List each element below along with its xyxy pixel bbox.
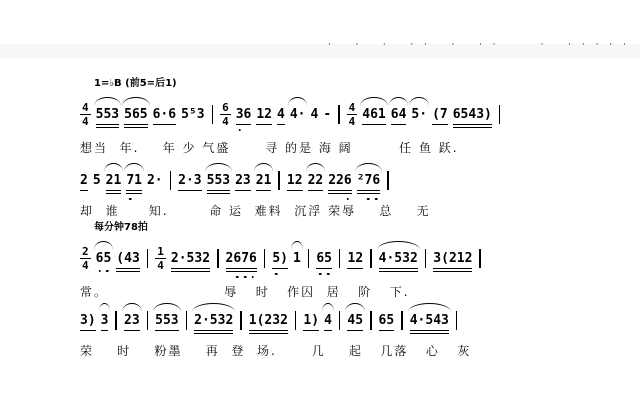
note-char: 2 xyxy=(194,312,202,328)
note-char: 2 xyxy=(80,172,88,188)
note-group xyxy=(323,107,331,122)
barline xyxy=(217,249,219,268)
note-group xyxy=(287,173,303,188)
notes-row xyxy=(80,89,502,137)
note-char: 3 xyxy=(272,312,281,328)
key-signature-label: 1=♭B (前5=后1) xyxy=(94,78,177,89)
note-char: 5 xyxy=(155,312,163,328)
note-char: 4 xyxy=(362,106,371,122)
slur xyxy=(355,163,382,172)
note-group xyxy=(256,107,272,122)
note-char: 4 xyxy=(277,106,285,122)
time-signature: 1 4 xyxy=(157,245,164,272)
note-group xyxy=(207,173,230,188)
note-char: 5 xyxy=(411,106,420,122)
note-char: ) xyxy=(311,312,320,328)
barline xyxy=(115,311,117,330)
note-group xyxy=(124,107,147,122)
note-group xyxy=(181,107,204,122)
note-char: 4 xyxy=(468,106,477,122)
note-char: 2 xyxy=(264,106,272,122)
note-char: 5 xyxy=(186,250,195,266)
note-char: · xyxy=(201,312,210,328)
note-char: 3 xyxy=(235,106,244,122)
note-group xyxy=(347,251,363,266)
note-char: 6 xyxy=(249,250,257,266)
note-group xyxy=(96,107,119,122)
note-group xyxy=(432,107,448,122)
note-char: 6 xyxy=(168,106,177,122)
slur xyxy=(192,303,235,312)
note-char: 6 xyxy=(343,172,352,188)
note-char: 1 xyxy=(456,250,465,266)
note-char: 3 xyxy=(80,312,88,328)
barline xyxy=(401,311,403,330)
note-group xyxy=(410,313,449,328)
note-char: 5 xyxy=(214,172,223,188)
note-char: 3 xyxy=(433,250,442,266)
note-char: 2 xyxy=(336,172,344,188)
note-char: 6 xyxy=(370,106,378,122)
slur xyxy=(104,163,124,172)
note-char: 4 xyxy=(409,312,418,328)
notes-row xyxy=(80,158,431,200)
note-char: ( xyxy=(432,106,440,122)
note-char: ( xyxy=(256,312,265,328)
slur xyxy=(254,163,274,172)
music-system xyxy=(80,298,471,359)
note-char: 5 xyxy=(103,250,112,266)
note-group xyxy=(80,173,88,188)
note-char: 5 xyxy=(206,172,215,188)
note-group xyxy=(303,313,319,328)
note-char: 5 xyxy=(103,106,112,122)
note-group xyxy=(249,313,288,328)
slur xyxy=(153,303,180,312)
note-char: 3 xyxy=(131,250,140,266)
time-signature: 4 4 xyxy=(348,101,356,128)
note-char: 6 xyxy=(131,106,140,122)
slur xyxy=(288,97,308,106)
slur xyxy=(345,303,365,312)
barline xyxy=(499,105,501,124)
note-char: 2 xyxy=(355,250,364,266)
barline xyxy=(308,249,310,268)
note-group xyxy=(116,251,139,266)
note-char: 6 xyxy=(378,312,387,328)
note-group xyxy=(147,173,163,188)
note-char: 3 xyxy=(100,312,109,328)
previous-system-fragment: · · · · · · · · · · · · · · xyxy=(328,40,630,50)
note-char: 2 xyxy=(202,250,211,266)
note-char: 6 xyxy=(390,106,399,122)
note-char: 3 xyxy=(131,312,140,328)
note-char: 1 xyxy=(256,106,265,122)
note-char: 2 xyxy=(225,250,234,266)
note-group xyxy=(126,173,142,188)
music-system xyxy=(80,218,483,300)
note-char: 6 xyxy=(316,250,325,266)
note-char: · xyxy=(297,106,306,122)
lyrics-line: 想当 年. 年 少 气盛 寻 的是 海 阔 任 鱼 跃. xyxy=(80,141,459,155)
note-char: 2 xyxy=(264,312,273,328)
note-char: 2 xyxy=(178,172,186,188)
note-char: 3 xyxy=(476,106,485,122)
note-char: 7 xyxy=(126,172,135,188)
note-char: 6 xyxy=(452,106,461,122)
note-char: · xyxy=(154,172,163,188)
note-group xyxy=(453,107,492,122)
note-char: ) xyxy=(87,312,96,328)
note-char: 2 xyxy=(294,172,303,188)
note-char: - xyxy=(323,106,332,122)
note-char: 2 xyxy=(464,250,473,266)
note-char: · xyxy=(185,172,194,188)
note-group xyxy=(357,173,380,188)
note-group xyxy=(328,173,351,188)
slur xyxy=(122,97,149,106)
barline xyxy=(456,311,458,330)
note-group xyxy=(272,251,288,266)
note-group xyxy=(80,313,96,328)
barline xyxy=(264,249,266,268)
note-char: 2 xyxy=(146,172,155,188)
note-char: 2 xyxy=(280,312,288,328)
note-group xyxy=(293,251,301,266)
barline xyxy=(370,311,372,330)
note-char: 2 xyxy=(235,172,243,188)
note-group xyxy=(277,107,285,122)
note-char: 2 xyxy=(315,172,324,188)
note-char: 1 xyxy=(263,172,272,188)
note-char: 1 xyxy=(134,172,142,188)
slur xyxy=(291,241,303,250)
barline xyxy=(338,105,340,124)
note-char: · xyxy=(386,250,395,266)
notes-row xyxy=(80,233,483,281)
slur xyxy=(377,241,420,250)
note-char: 3 xyxy=(196,106,205,122)
note-char: 2 xyxy=(255,172,264,188)
note-char: 3 xyxy=(194,250,203,266)
note-char: 3 xyxy=(441,312,449,328)
note-group xyxy=(236,107,252,122)
note-char: 4 xyxy=(124,250,132,266)
note-char: 5 xyxy=(209,312,218,328)
note-group xyxy=(324,313,332,328)
time-signature: 2 4 xyxy=(82,245,89,272)
note-char: 3 xyxy=(242,172,251,188)
note-char: 2 xyxy=(225,312,234,328)
note-char: 6 xyxy=(233,250,242,266)
note-char: ( xyxy=(441,250,449,266)
time-signature: 4 4 xyxy=(82,101,89,128)
note-char: 5 xyxy=(124,106,132,122)
note-char: 5 xyxy=(355,312,364,328)
note-group xyxy=(155,313,178,328)
barline xyxy=(170,171,172,190)
note-group xyxy=(379,251,418,266)
note-char: ² xyxy=(356,172,365,188)
notes-row xyxy=(80,298,471,340)
barline xyxy=(425,249,427,268)
note-group xyxy=(256,173,272,188)
note-char: 5 xyxy=(162,312,171,328)
barline xyxy=(278,171,280,190)
note-group xyxy=(171,251,210,266)
barline xyxy=(479,249,481,268)
note-char: 1 xyxy=(113,172,122,188)
slur xyxy=(360,97,387,106)
barline xyxy=(339,249,341,268)
note-char: 5 xyxy=(139,106,148,122)
note-char: 3 xyxy=(217,312,226,328)
note-group xyxy=(93,173,101,188)
note-group xyxy=(178,173,201,188)
note-group xyxy=(290,107,306,122)
note-group xyxy=(235,173,251,188)
note-group xyxy=(411,107,427,122)
note-char: 1 xyxy=(377,106,386,122)
note-char: 4 xyxy=(433,312,442,328)
note-group xyxy=(106,173,122,188)
note-char: 5 xyxy=(92,172,101,188)
note-char: 4 xyxy=(310,106,319,122)
note-group xyxy=(308,173,324,188)
barline xyxy=(186,311,188,330)
note-char: 3 xyxy=(111,106,120,122)
note-char: 4 xyxy=(324,312,332,328)
note-char: ) xyxy=(484,106,492,122)
slur xyxy=(408,303,451,312)
barline xyxy=(387,171,389,190)
note-char: 6 xyxy=(243,106,252,122)
note-char: 2 xyxy=(409,250,418,266)
note-group xyxy=(347,313,363,328)
note-char: 2 xyxy=(123,312,132,328)
note-char: 3 xyxy=(170,312,179,328)
note-group xyxy=(153,107,176,122)
slur xyxy=(99,303,111,312)
note-char: 4 xyxy=(398,106,407,122)
note-char: 1 xyxy=(293,250,301,266)
note-char: 2 xyxy=(307,172,316,188)
note-group xyxy=(194,313,233,328)
note-char: 5 xyxy=(394,250,403,266)
tempo-label: 每分钟78拍 xyxy=(94,222,148,233)
music-system xyxy=(80,158,431,219)
note-char: 4 xyxy=(347,312,356,328)
note-char: 1 xyxy=(303,312,312,328)
slur xyxy=(205,163,232,172)
lyrics-line: 常。 辱 时 作囚 居 阶 下. xyxy=(80,285,410,299)
lyrics-line: 荣 时 粉墨 再 登 场. 几 起 几落 心 灰 xyxy=(80,344,472,358)
note-char: 4 xyxy=(289,106,298,122)
note-char: 2 xyxy=(448,250,457,266)
time-signature: 6 4 xyxy=(222,101,229,128)
note-group xyxy=(226,251,257,266)
slur xyxy=(122,303,142,312)
note-char: · xyxy=(178,250,187,266)
note-group xyxy=(101,313,109,328)
note-char: 2 xyxy=(328,172,337,188)
note-char: 1 xyxy=(286,172,295,188)
note-char: 3 xyxy=(402,250,410,266)
note-char: 5 xyxy=(272,250,281,266)
note-group xyxy=(362,107,385,122)
note-char: 1 xyxy=(248,312,257,328)
note-group xyxy=(391,107,407,122)
lyrics-line: 却 谁 知. 命 运 难料 沉浮 荣辱 总 无 xyxy=(80,204,431,218)
music-system xyxy=(80,74,502,156)
note-group xyxy=(433,251,472,266)
note-char: 4 xyxy=(378,250,387,266)
note-char: 3 xyxy=(222,172,231,188)
note-char: · xyxy=(160,106,169,122)
note-char: 5 xyxy=(425,312,434,328)
slur xyxy=(94,97,121,106)
note-char: 7 xyxy=(439,106,448,122)
barline xyxy=(370,249,372,268)
note-char: 6 xyxy=(372,172,381,188)
slur xyxy=(389,97,409,106)
barline xyxy=(147,249,149,268)
note-char: 3 xyxy=(193,172,202,188)
note-char: 1 xyxy=(347,250,356,266)
note-char: 6 xyxy=(152,106,161,122)
note-char: 6 xyxy=(95,250,104,266)
note-char: ⁵ xyxy=(188,106,197,122)
barline xyxy=(212,105,214,124)
barline xyxy=(240,311,242,330)
note-char: 5 xyxy=(181,106,189,122)
note-char: 5 xyxy=(95,106,104,122)
note-char: ( xyxy=(116,250,125,266)
note-char: 5 xyxy=(386,312,395,328)
slur xyxy=(94,241,114,250)
note-char: 7 xyxy=(364,172,373,188)
note-char: 7 xyxy=(241,250,250,266)
barline xyxy=(339,311,341,330)
note-char: 5 xyxy=(460,106,469,122)
note-char: 5 xyxy=(324,250,332,266)
note-group xyxy=(96,251,112,266)
slur xyxy=(124,163,144,172)
slur xyxy=(409,97,429,106)
slur xyxy=(322,303,334,312)
slur xyxy=(306,163,326,172)
note-char: ) xyxy=(280,250,288,266)
note-char: 2 xyxy=(170,250,179,266)
note-group xyxy=(310,107,318,122)
note-group xyxy=(124,313,140,328)
note-group xyxy=(379,313,395,328)
barline xyxy=(295,311,297,330)
note-group xyxy=(316,251,332,266)
barline xyxy=(147,311,149,330)
note-char: 2 xyxy=(105,172,114,188)
note-char: · xyxy=(417,312,426,328)
note-char: · xyxy=(419,106,428,122)
